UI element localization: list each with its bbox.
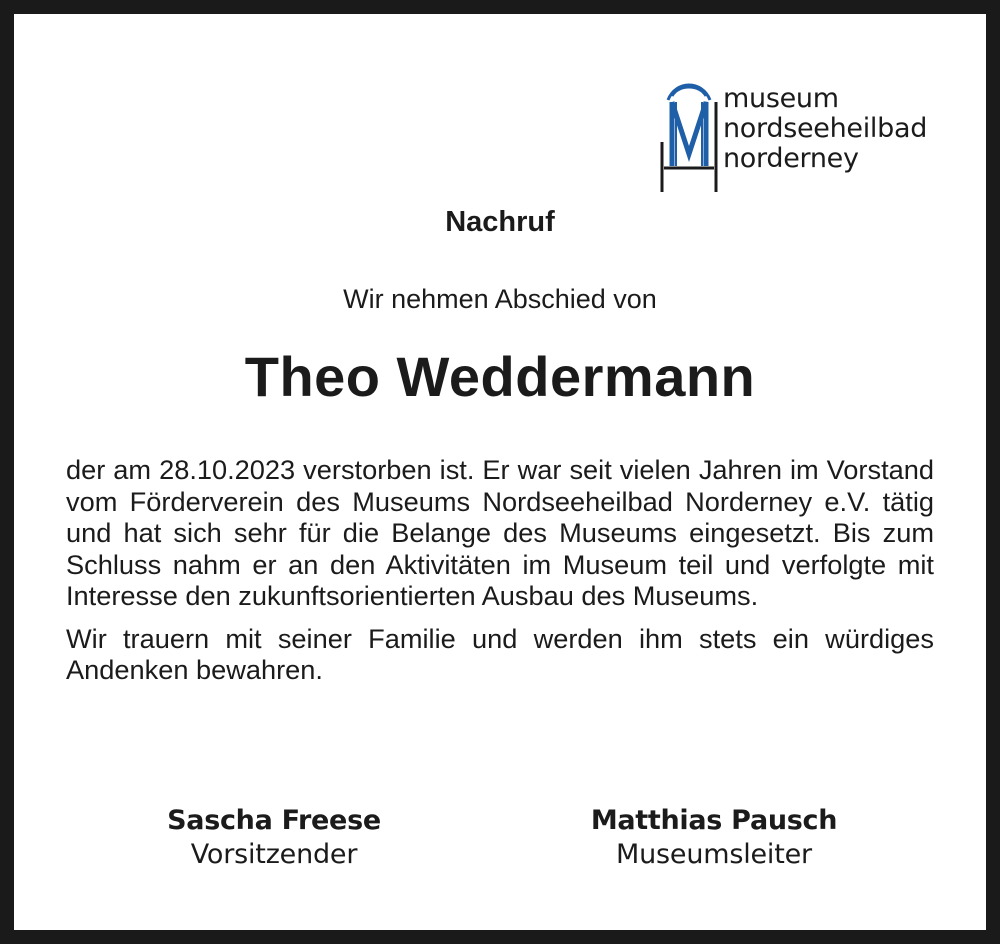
deceased-name: Theo Weddermann [244, 345, 756, 408]
signatory-name: Matthias Pausch [590, 805, 838, 836]
obituary-notice [14, 14, 986, 930]
logo-line-nordseeheilbad: nordseeheilbad [723, 113, 928, 144]
body-paragraph: der am 28.10.2023 verstorben ist. Er war seit vielen Jahren im Vorstand vom Förderverein des Museums Nordseeheilbad Norderney e.V. tätig und hat sich sehr für die Belange des Museums eingesetzt. Bis zum Schluss nahm er an den Aktivitäten im Museum teil und verfolgte mit Interesse den zukunftsorientierten Ausbau des Museums. [66, 454, 934, 611]
logo-line-norderney: norderney [723, 143, 859, 174]
museum-arch-m-logo-icon [654, 74, 724, 194]
farewell-intro: Wir nehmen Abschied von [343, 284, 657, 314]
signature-block [94, 804, 454, 872]
signature-block [534, 804, 894, 872]
body-paragraph: Wir trauern mit seiner Familie und werden ihm stets ein würdiges Andenken bewahren. [66, 622, 934, 685]
signatory-role: Museumsleiter [616, 839, 812, 870]
signatory-name: Sascha Freese [167, 805, 381, 836]
signatory-role: Vorsitzender [190, 839, 358, 870]
logo-line-museum: museum [723, 83, 839, 114]
obituary-body [66, 454, 934, 686]
museum-logo [654, 74, 954, 194]
museum-logo-text [723, 84, 927, 174]
obituary-heading: Nachruf [445, 206, 555, 238]
